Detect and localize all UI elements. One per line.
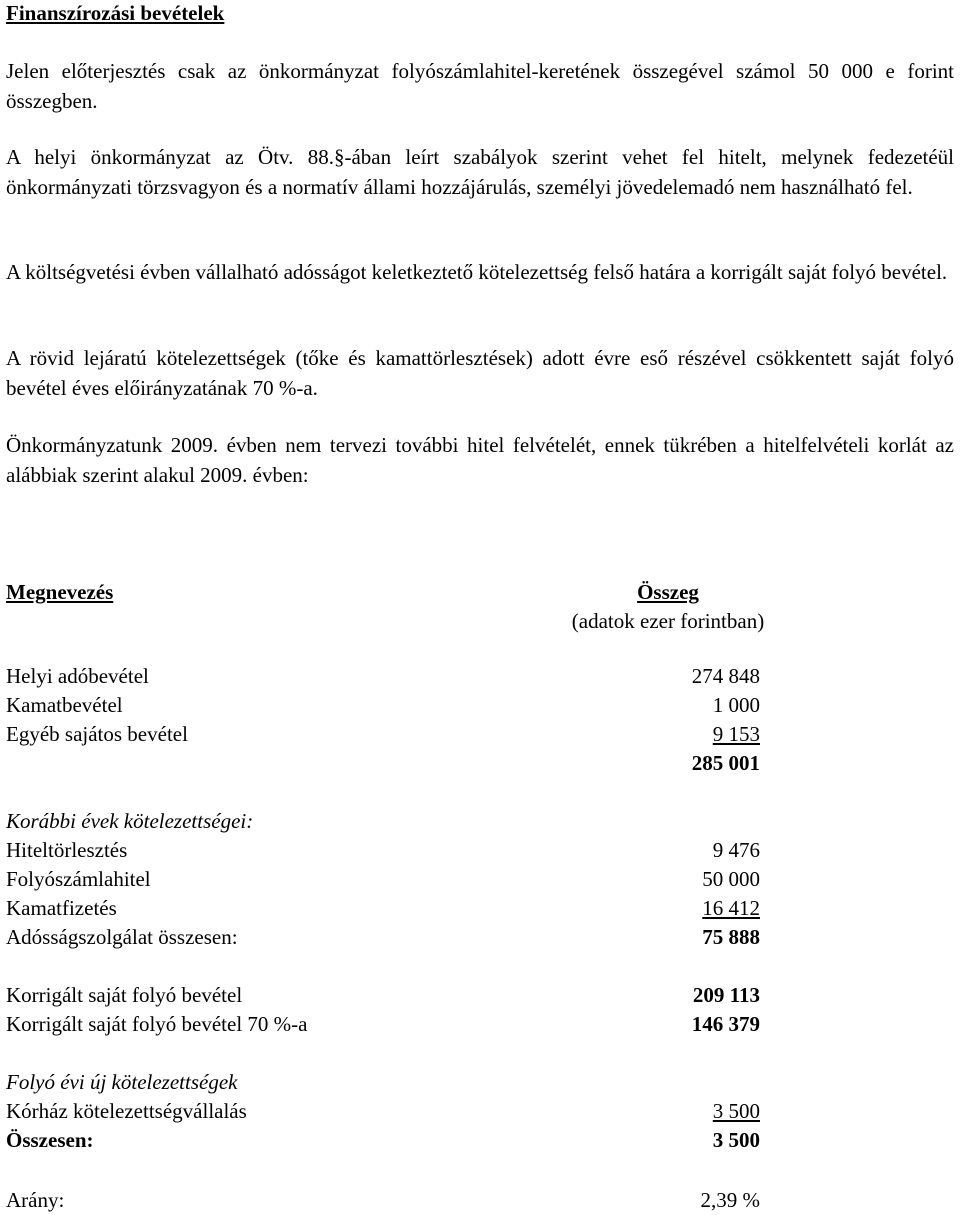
paragraph-debt-limit: A költségvetési évben vállalható adósságot keletkeztető kötelezettség felső határa a korrigált saját folyó bevétel. bbox=[6, 260, 948, 284]
row-label: Korrigált saját folyó bevétel 70 %-a bbox=[6, 1012, 308, 1036]
row-label: Arány: bbox=[6, 1188, 65, 1212]
row-value: 274 848 bbox=[691, 664, 760, 688]
row-value: 3 500 bbox=[712, 1128, 760, 1152]
row-value: 146 379 bbox=[691, 1012, 760, 1036]
row-label: Folyó évi új kötelezettségek bbox=[6, 1070, 238, 1094]
row-value: 285 001 bbox=[691, 751, 760, 775]
paragraph-credit-line: Jelen előterjesztés csak az önkormányzat folyószámlahitel-keretének összegével számol 50 000 e forint összegben. bbox=[6, 59, 954, 113]
table-row-folyoszamlahitel bbox=[6, 865, 760, 894]
row-label: Korrigált saját folyó bevétel bbox=[6, 983, 243, 1007]
table-row-korrigalt-bevetel bbox=[6, 981, 760, 1010]
row-value: 50 000 bbox=[702, 867, 760, 891]
table-row-adossagszolgalat-osszesen bbox=[6, 923, 760, 952]
row-label: Kórház kötelezettségvállalás bbox=[6, 1099, 247, 1123]
paragraph-2009-plan: Önkormányzatunk 2009. évben nem tervezi további hitel felvételét, ennek tükrében a hitelfelvételi korlát az alábbiak szerint alakul 2009. évben: bbox=[6, 433, 954, 487]
row-value: 75 888 bbox=[702, 925, 760, 949]
column-header-name: Megnevezés bbox=[6, 580, 114, 604]
section-title: Finanszírozási bevételek bbox=[6, 1, 225, 25]
row-label: Kamatbevétel bbox=[6, 693, 123, 717]
row-label: Adósságszolgálat összesen: bbox=[6, 925, 238, 949]
column-header-amount bbox=[548, 578, 788, 636]
table-row-kamatfizetes bbox=[6, 894, 760, 923]
table-row-kamatbevetel bbox=[6, 691, 760, 720]
table-row-osszesen bbox=[6, 1126, 760, 1155]
row-value: 9 476 bbox=[712, 838, 760, 862]
row-label: Egyéb sajátos bevétel bbox=[6, 722, 188, 746]
row-value: 209 113 bbox=[692, 983, 760, 1007]
table-row-arany bbox=[6, 1186, 760, 1215]
row-label: Korábbi évek kötelezettségei: bbox=[6, 809, 254, 833]
row-value: 2,39 % bbox=[700, 1188, 760, 1212]
paragraph-short-term: A rövid lejáratú kötelezettségek (tőke és kamattörlesztések) adott évre eső részével csökkentett saját folyó bevétel éves előirányzatának 70 %-a. bbox=[6, 346, 954, 400]
table-row-korhaz bbox=[6, 1097, 760, 1126]
table-row-previous-obligations bbox=[6, 807, 760, 836]
row-label: Kamatfizetés bbox=[6, 896, 117, 920]
row-label: Folyószámlahitel bbox=[6, 867, 151, 891]
table-row-hiteltorlesztes bbox=[6, 836, 760, 865]
table-row-korrigalt-bevetel-70 bbox=[6, 1010, 760, 1039]
row-label: Hiteltörlesztés bbox=[6, 838, 128, 862]
column-header-amount-title: Összeg bbox=[637, 580, 699, 604]
row-label: Összesen: bbox=[6, 1128, 94, 1152]
row-value: 1 000 bbox=[712, 693, 760, 717]
table-row-helyi-adobevetel bbox=[6, 662, 760, 691]
table-row-revenue-subtotal bbox=[6, 749, 760, 778]
row-value: 3 500 bbox=[712, 1099, 760, 1123]
row-label: Helyi adóbevétel bbox=[6, 664, 149, 688]
table-row-new-obligations bbox=[6, 1068, 760, 1097]
row-value: 9 153 bbox=[712, 722, 760, 746]
paragraph-legal-rules: A helyi önkormányzat az Ötv. 88.§-ában leírt szabályok szerint vehet fel hitelt, melynek fedezetéül önkormányzati törzsvagyon és a normatív állami hozzájárulás, személyi jövedelemadó nem használható fel. bbox=[6, 145, 954, 199]
row-value: 16 412 bbox=[702, 896, 760, 920]
table-row-egyeb-sajatos-bevetel bbox=[6, 720, 760, 749]
column-header-amount-unit: (adatok ezer forintban) bbox=[571, 609, 765, 633]
